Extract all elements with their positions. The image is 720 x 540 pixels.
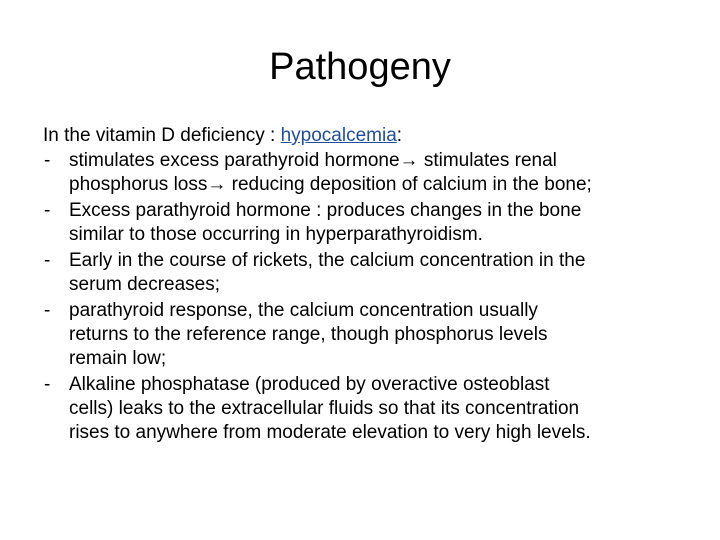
bullet-item (43, 199, 693, 247)
intro-colon: : (396, 125, 403, 146)
bullet-line: similar to those occurring in hyperparathyroidism. (69, 224, 483, 245)
bullet-line: phosphorus loss→ reducing deposition of calcium in the bone; (69, 174, 592, 195)
bullet-item (43, 149, 693, 197)
bullet-line: remain low; (69, 348, 167, 369)
bullet-line: rises to anywhere from moderate elevation to very high levels. (69, 422, 591, 443)
bullet-item (43, 249, 693, 297)
bullet-line: serum decreases; (69, 274, 221, 295)
intro-text: In the vitamin D deficiency : (43, 125, 281, 146)
bullet-line: stimulates excess parathyroid hormone→ stimulates renal (69, 150, 557, 171)
bullet-line: cells) leaks to the extracellular fluids so that its concentration (69, 398, 580, 419)
intro-line (43, 124, 693, 148)
bullet-dash: - (44, 150, 51, 171)
bullet-dash: - (44, 250, 51, 271)
bullet-item (43, 299, 693, 371)
hypocalcemia-link[interactable]: hypocalcemia (280, 125, 397, 146)
bullet-list (43, 149, 693, 445)
bullet-line: Early in the course of rickets, the calcium concentration in the (69, 250, 586, 271)
bullet-line: Alkaline phosphatase (produced by overactive osteoblast (69, 374, 550, 395)
bullet-dash: - (44, 200, 51, 221)
bullet-item (43, 373, 693, 445)
bullet-dash: - (44, 300, 51, 321)
bullet-dash: - (44, 374, 51, 395)
slide-title: Pathogeny (269, 46, 451, 88)
slide-body (43, 124, 693, 447)
bullet-line: Excess parathyroid hormone : produces changes in the bone (69, 200, 582, 221)
bullet-line: parathyroid response, the calcium concentration usually (69, 300, 538, 321)
bullet-line: returns to the reference range, though phosphorus levels (69, 324, 548, 345)
